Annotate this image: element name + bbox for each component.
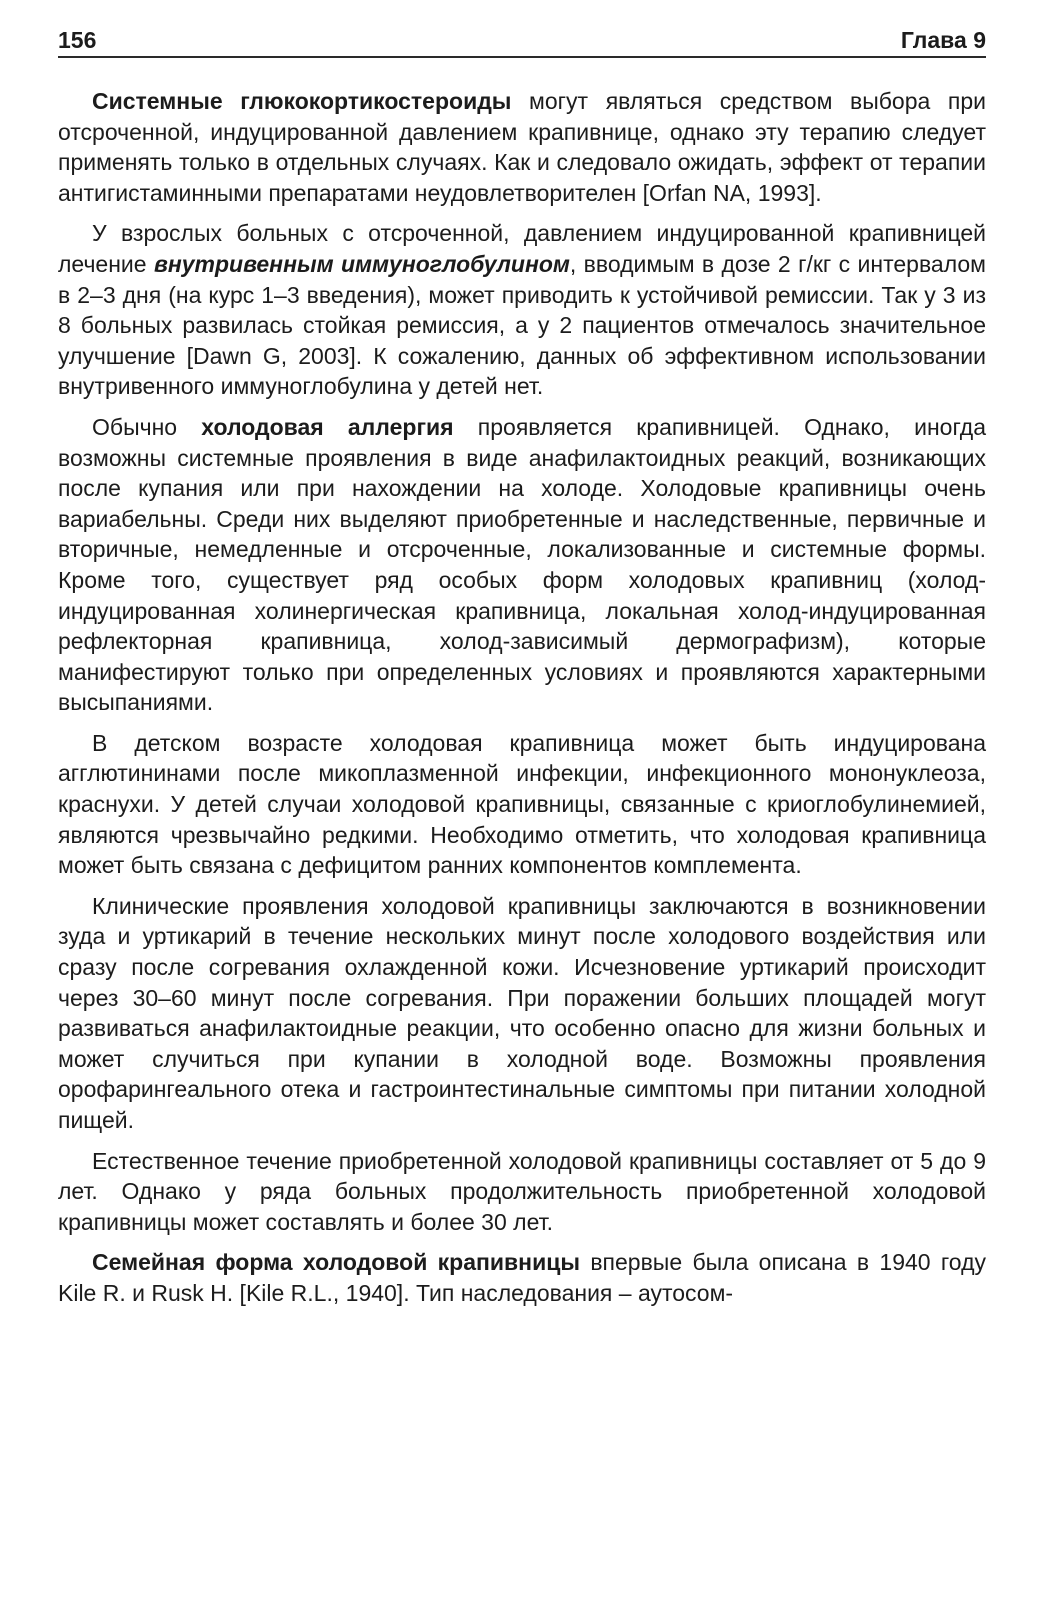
- paragraph-clinical-manifestations: [58, 891, 986, 1136]
- chapter-title: Глава 9: [900, 27, 986, 53]
- bold-italic-term: внутривенным иммуноглобулином: [153, 250, 570, 277]
- paragraph-systemic-glucocorticoids: [58, 86, 986, 208]
- paragraph-text: В детском возрасте холодовая крапивница может быть индуцирована агглютининами после микоплазменной инфекции, инфекционного мононуклеоза, краснухи. У детей случаи холодовой крапивницы, связанные с криоглобулинемией, являются чрезвычайно редкими. Необходимо отметить, что холодовая крапивница может быть связана с дефицитом ранних компонентов комплемента.: [58, 729, 986, 879]
- paragraph-familial-form: [58, 1247, 986, 1308]
- paragraph-text: проявляется крапивницей. Однако, иногда возможны системные проявления в виде анафилактоидных реакций, возникающих после купания или при нахождении на холоде. Холодовые крапивницы очень вариабельны. Среди них выделяют приобретенные и наследственные, первичные и вторичные, немедленные и отсроченные, локализованные и системные формы. Кроме того, существует ряд особых форм холодовых крапивниц (холод-индуцированная холинергическая крапивница, локальная холод-индуцированная рефлекторная крапивница, холод-зависимый дермографизм), которые манифестируют только при определенных условиях и проявляются характерными высыпаниями.: [58, 413, 987, 716]
- page-number: 156: [58, 27, 97, 53]
- paragraph-text: могут являться средством выбора при отсроченной, индуцированной давлением крапивнице, однако эту терапию следует применять только в отдельных случаях. Как и следовало ожидать, эффект от терапии антигистаминными препаратами неудовлетворителен [Orfan NA, 1993].: [58, 88, 986, 206]
- running-header: [58, 22, 986, 58]
- book-page: [58, 22, 986, 1319]
- paragraph-text: Обычно: [92, 413, 202, 440]
- paragraph-iv-immunoglobulin: [58, 218, 986, 402]
- body-text: [58, 86, 986, 1309]
- bold-term: холодовая аллергия: [201, 413, 454, 440]
- paragraph-text: , вводимым в дозе 2 г/кг с интервалом в 2–3 дня (на курс 1–3 введения), может приводить к устойчивой ремиссии. Так у 3 из 8 больных развилась стойкая ремиссия, а у 2 пациентов отмечалось значительное улучшение [Dawn G, 2003]. К сожалению, данных об эффективном использовании внутривенного иммуноглобулина у детей нет.: [58, 250, 986, 400]
- paragraph-text: впервые была описана в 1940 году Kile R. и Rusk H. [Kile R.L., 1940]. Тип наследования – аутосом-: [58, 1249, 986, 1306]
- paragraph-text: Естественное течение приобретенной холодовой крапивницы составляет от 5 до 9 лет. Однако у ряда больных продолжительность приобретенной холодовой крапивницы может составлять и более 30 лет.: [58, 1147, 986, 1235]
- paragraph-text: У взрослых больных с отсроченной, давлением индуцированной крапивницей лечение: [58, 220, 986, 277]
- bold-term: Семейная форма холодовой крапивницы: [92, 1249, 580, 1276]
- bold-term: Системные глюкокортикостероиды: [92, 88, 512, 114]
- paragraph-childhood: [58, 728, 986, 881]
- paragraph-text: Клинические проявления холодовой крапивницы заключаются в возникновении зуда и уртикарий в течение нескольких минут после холодового воздействия или сразу после согревания охлажденной кожи. Исчезновение уртикарий происходит через 30–60 минут после согревания. При поражении больших площадей могут развиваться анафилактоидные реакции, что особенно опасно для жизни больных и может случиться при купании в холодной воде. Возможны проявления орофарингеального отека и гастроинтестинальные симптомы при питании холодной пищей.: [58, 892, 986, 1133]
- paragraph-natural-course: [58, 1146, 986, 1238]
- paragraph-cold-allergy: [58, 412, 986, 718]
